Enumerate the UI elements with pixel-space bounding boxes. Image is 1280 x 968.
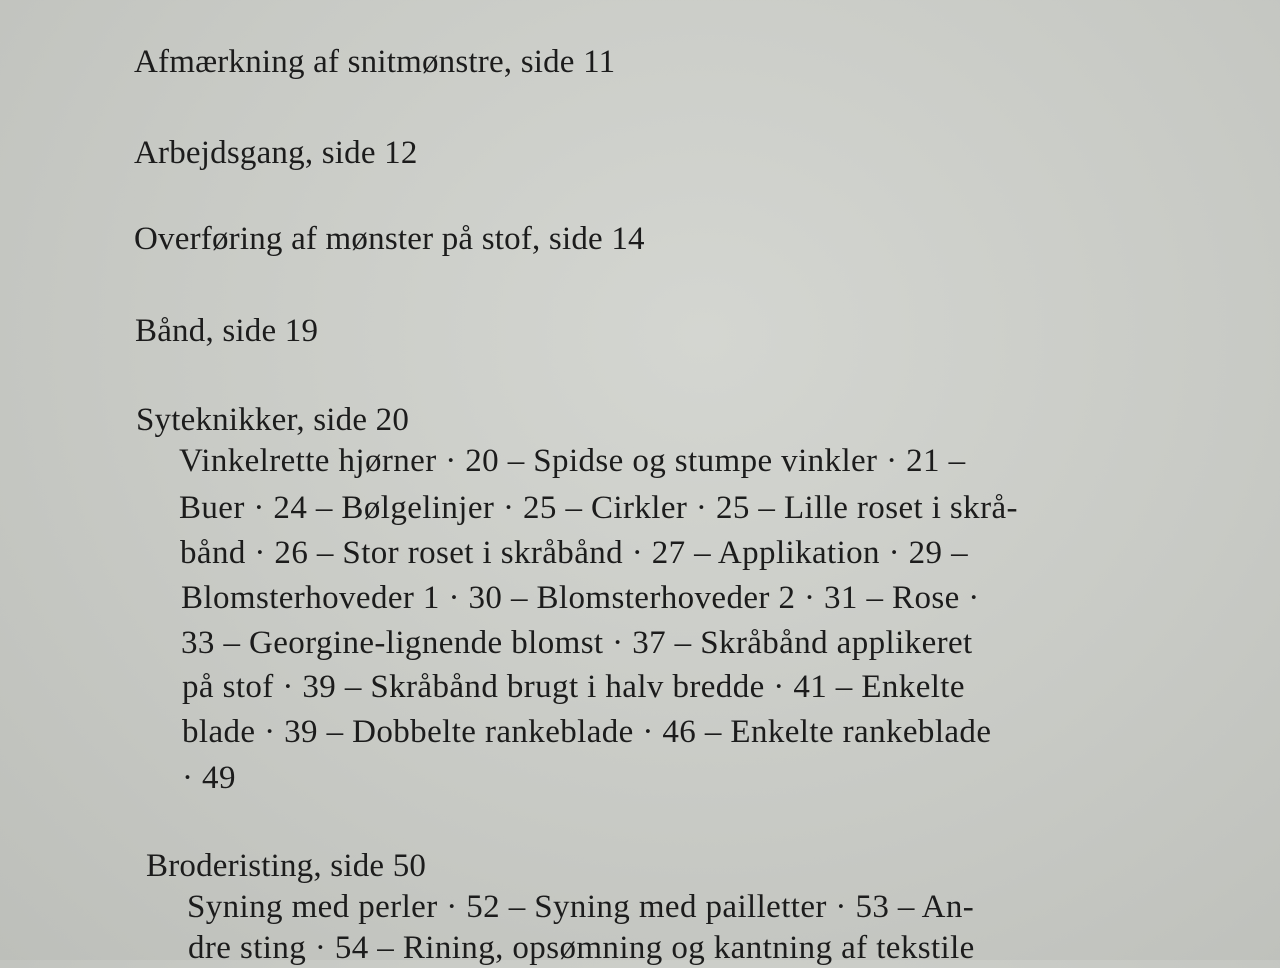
toc-subline: Blomsterhoveder 1 · 30 – Blomsterhoveder 2 · 31 – Rose ·: [181, 580, 980, 616]
toc-subline: bånd · 26 – Stor roset i skråbånd · 27 – Applikation · 29 –: [180, 535, 968, 571]
toc-subline: Syning med perler · 52 – Syning med pailletter · 53 – An-: [187, 889, 975, 925]
toc-entry-arbejdsgang: Arbejdsgang, side 12: [134, 135, 418, 171]
toc-subline: 33 – Georgine-lignende blomst · 37 – Skråbånd applikeret: [181, 625, 973, 661]
toc-entry-syteknikker: Syteknikker, side 20: [136, 402, 410, 438]
toc-entry-baand: Bånd, side 19: [135, 313, 319, 349]
toc-entry-broderisting: Broderisting, side 50: [146, 848, 427, 884]
toc-entry-overfoering: Overføring af mønster på stof, side 14: [134, 221, 645, 257]
toc-entry-afmaerkning: Afmærkning af snitmønstre, side 11: [134, 44, 616, 80]
toc-subline: dre sting · 54 – Rining, opsømning og kantning af tekstile: [188, 930, 975, 966]
toc-subline: på stof · 39 – Skråbånd brugt i halv bredde · 41 – Enkelte: [182, 669, 965, 705]
toc-subline: blade · 39 – Dobbelte rankeblade · 46 – Enkelte rankeblade: [182, 714, 992, 750]
toc-subline: Buer · 24 – Bølgelinjer · 25 – Cirkler · 25 – Lille roset i skrå-: [179, 490, 1018, 526]
toc-subline: Vinkelrette hjørner · 20 – Spidse og stumpe vinkler · 21 –: [179, 443, 966, 479]
toc-subline: · 49: [182, 760, 236, 796]
